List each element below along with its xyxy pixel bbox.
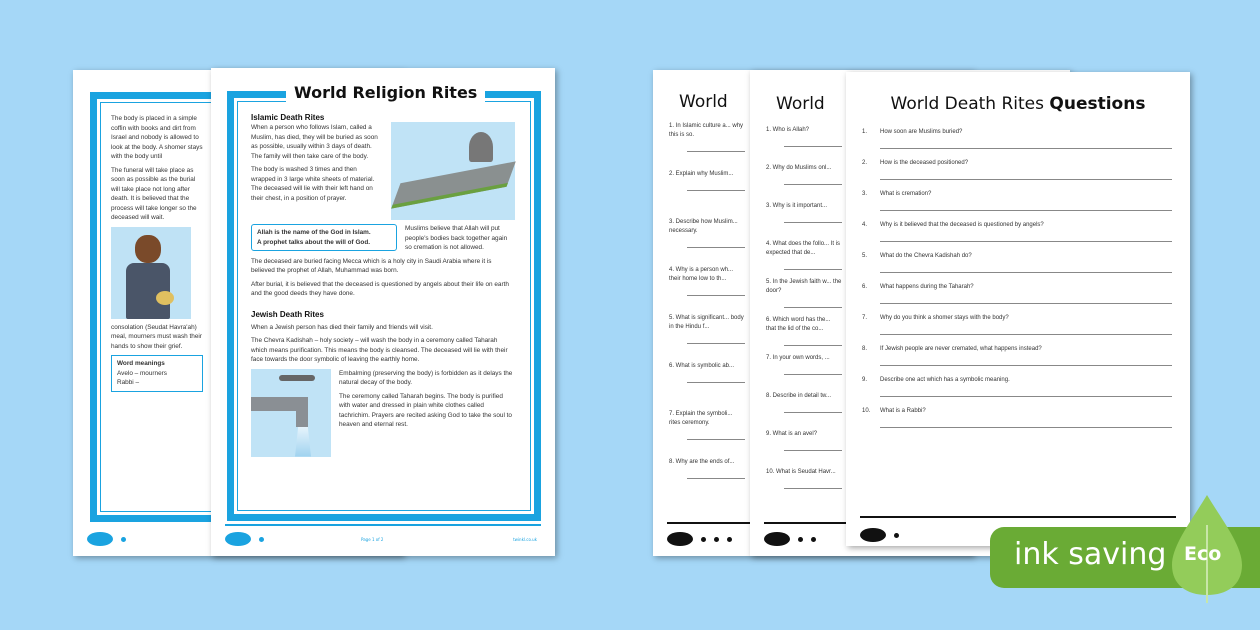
paragraph: Embalming (preserving the body) is forbidden as it delays the natural decay of the body. — [339, 369, 513, 386]
answer-line[interactable] — [687, 284, 745, 296]
question-item: 10. What is a Rabbi? — [862, 407, 1172, 428]
question-item — [766, 430, 842, 451]
answer-line[interactable] — [784, 135, 842, 147]
rabbi-illustration — [111, 227, 191, 319]
paragraph: The funeral will take place as soon as possible as the burial will take place not long after death. It is believed that the process will take longer so the deceased will wait. — [111, 166, 197, 221]
answer-line[interactable] — [784, 477, 842, 489]
word-meanings-box — [111, 355, 203, 392]
footer — [860, 528, 899, 542]
question-text: 3. Describe how Muslim... necessary. — [669, 219, 738, 234]
question-item — [669, 170, 745, 191]
question-item: 7. Why do you think a shomer stays with the body? — [862, 314, 1172, 335]
callout-box — [251, 224, 397, 251]
question-item — [669, 266, 745, 296]
word-meaning: Rabbi – — [117, 379, 140, 386]
answer-line[interactable] — [880, 261, 1172, 273]
page-dot-icon — [121, 537, 126, 542]
question-text: 8. Describe in detail tw... — [766, 393, 832, 399]
answer-line[interactable] — [880, 230, 1172, 242]
info-sheet-front — [211, 68, 555, 556]
question-item — [669, 458, 745, 479]
question-text: 6. What is symbolic ab... — [669, 363, 735, 369]
answer-line[interactable] — [880, 323, 1172, 335]
paragraph: The deceased are buried facing Mecca which is a holy city in Saudi Arabia where it is believed the prophet of Allah, Muhammad was born. — [251, 257, 492, 274]
page-title: World Religion Rites — [286, 83, 485, 102]
paragraph: When a person who follows Islam, called a Muslim, has died, they will be buried as soon as possible, usually within 3 days of death. The family will then take care of the body. — [251, 124, 378, 160]
paragraph: After burial, it is believed that the deceased is questioned by angels about their life on earth and the good deeds they have done. — [251, 280, 509, 297]
question-item: 3. What is cremation? — [862, 190, 1172, 211]
answer-line[interactable] — [687, 179, 745, 191]
question-text: 4. Why is a person wh... their home low to th... — [669, 267, 734, 282]
question-text: 2. Why do Muslims onl... — [766, 165, 832, 171]
answer-line[interactable] — [880, 199, 1172, 211]
question-text: 8. Why are the ends of... — [669, 459, 735, 465]
answer-line[interactable] — [784, 296, 842, 308]
question-text: 5. What is significant... body in the Hindu f... — [669, 315, 744, 330]
answer-line[interactable] — [784, 211, 842, 223]
question-text: 1. In Islamic culture a... why this is so. — [669, 123, 744, 138]
paragraph: The Chevra Kadishah – holy society – will wash the body in a ceremony called Taharah which means purification. This means the body is cleansed. The deceased will lie with their face towards the door symbolic of leaving the earthly home. — [251, 337, 508, 363]
question-item — [669, 362, 745, 383]
question-item — [669, 314, 745, 344]
answer-line[interactable] — [784, 258, 842, 270]
question-item — [766, 354, 842, 375]
word-meanings-title: Word meanings — [117, 360, 165, 367]
question-item — [766, 202, 842, 223]
sheet-title — [846, 94, 1190, 114]
question-text: 2. Explain why Muslim... — [669, 171, 734, 177]
sheet-title: World — [776, 94, 825, 114]
twinkl-logo-icon — [667, 532, 693, 546]
question-text: How soon are Muslims buried? — [880, 129, 963, 135]
title-regular: World Death Rites — [890, 94, 1044, 114]
question-text: 6. Which word has the... that the lid of the co... — [766, 317, 831, 332]
question-item — [766, 164, 842, 185]
question-item: 9. Describe one act which has a symbolic meaning. — [862, 376, 1172, 397]
site-label: twinkl.co.uk — [513, 537, 537, 542]
question-text: What is a Rabbi? — [880, 408, 926, 414]
questions-sheet-front — [846, 72, 1190, 546]
question-text: 9. What is an avel? — [766, 431, 818, 437]
question-text: 1. Who is Allah? — [766, 127, 810, 133]
paragraph: When a Jewish person has died their family and friends will visit. — [251, 323, 433, 331]
question-item — [766, 316, 842, 346]
callout-line: A prophet talks about the will of God. — [257, 238, 371, 246]
answer-line[interactable] — [687, 332, 745, 344]
question-item — [766, 240, 842, 270]
twinkl-logo-icon — [225, 532, 251, 546]
paragraph: Muslims believe that Allah will put people's bodies back together again so cremation is not allowed. — [405, 225, 508, 251]
question-text: Why do you think a shomer stays with the body? — [880, 315, 1009, 321]
leaf-icon — [1172, 495, 1242, 595]
page-number: Page 1 of 2 — [361, 537, 384, 542]
question-item: 2. How is the deceased positioned? — [862, 159, 1172, 180]
title-bold: Questions — [1049, 94, 1146, 114]
question-text: 5. In the Jewish faith w... the door? — [766, 279, 842, 294]
question-item — [766, 392, 842, 413]
callout-line: Allah is the name of the God in Islam. — [257, 229, 371, 236]
section-heading: Jewish Death Rites — [251, 309, 324, 319]
twinkl-logo-icon — [764, 532, 790, 546]
answer-line[interactable] — [880, 137, 1172, 149]
question-text: 7. In your own words, ... — [766, 355, 830, 361]
paragraph: The body is washed 3 times and then wrapped in 3 large white sheets of material. The deceased will lie with their left hand on their chest, in a position of prayer. — [251, 166, 375, 202]
answer-line[interactable] — [784, 334, 842, 346]
question-item: 4. Why is it believed that the deceased is questioned by angels? — [862, 221, 1172, 242]
answer-line[interactable] — [784, 439, 842, 451]
page-dot-icon — [259, 537, 264, 542]
answer-line[interactable] — [687, 236, 745, 248]
question-item — [669, 410, 745, 440]
question-text: If Jewish people are never cremated, what happens instead? — [880, 346, 1042, 352]
question-text: Why is it believed that the deceased is questioned by angels? — [880, 222, 1044, 228]
question-text: How is the deceased positioned? — [880, 160, 969, 166]
word-meaning: Avelo – mourners — [117, 369, 167, 377]
question-item: 6. What happens during the Taharah? — [862, 283, 1172, 304]
answer-line[interactable] — [687, 371, 745, 383]
section-heading: Islamic Death Rites — [251, 113, 325, 122]
footer — [764, 532, 816, 546]
answer-line[interactable] — [687, 140, 745, 152]
question-text: What do the Chevra Kadishah do? — [880, 253, 972, 259]
question-text: 4. What does the follo... It is expected that de... — [766, 241, 841, 256]
question-text: Describe one act which has a symbolic meaning. — [880, 377, 1010, 383]
question-item: 8. If Jewish people are never cremated, what happens instead? — [862, 345, 1172, 366]
answer-line[interactable] — [880, 416, 1172, 428]
paragraph: The ceremony called Taharah begins. The body is purified with water and dressed in plain white clothes called tachrichim. Prayers are recited asking God to take the soul to heaven and eternal rest. — [339, 392, 512, 428]
question-text: 7. Explain the symboli... rites ceremony. — [669, 411, 733, 426]
answer-line[interactable] — [687, 467, 745, 479]
footer — [225, 532, 264, 546]
eco-label: Eco — [1184, 543, 1222, 565]
question-item: 5. What do the Chevra Kadishah do? — [862, 252, 1172, 273]
question-item — [766, 278, 842, 308]
answer-line[interactable] — [880, 385, 1172, 397]
footer — [667, 532, 732, 546]
answer-line[interactable] — [880, 292, 1172, 304]
question-item: 1. How soon are Muslims buried? — [862, 128, 1172, 149]
twinkl-logo-icon — [860, 528, 886, 542]
question-text: What is cremation? — [880, 191, 932, 197]
answer-line[interactable] — [784, 363, 842, 375]
question-item — [669, 122, 745, 152]
twinkl-logo-icon — [87, 532, 113, 546]
tap-illustration — [251, 369, 331, 457]
answer-line[interactable] — [784, 173, 842, 185]
paragraph: consolation (Seudat Havra'ah) meal, mourners must wash their hands to show their grief. — [111, 323, 202, 350]
question-text: What happens during the Taharah? — [880, 284, 974, 290]
question-item — [669, 218, 745, 248]
question-text: 10. What is Seudat Havr... — [766, 469, 836, 475]
answer-line[interactable] — [880, 168, 1172, 180]
badge-label: ink saving — [1014, 537, 1167, 572]
question-item — [766, 126, 842, 147]
question-item — [766, 468, 842, 489]
question-text: 3. Why is it important... — [766, 203, 828, 209]
answer-line[interactable] — [687, 428, 745, 440]
grave-illustration — [391, 122, 515, 220]
footer — [87, 532, 126, 546]
paragraph: The body is placed in a simple coffin with books and dirt from Israel and nobody is allowed to look at the body. A shomer stays with the body until — [111, 115, 203, 160]
answer-line[interactable] — [880, 354, 1172, 366]
sheet-title: World — [679, 92, 728, 112]
answer-line[interactable] — [784, 401, 842, 413]
